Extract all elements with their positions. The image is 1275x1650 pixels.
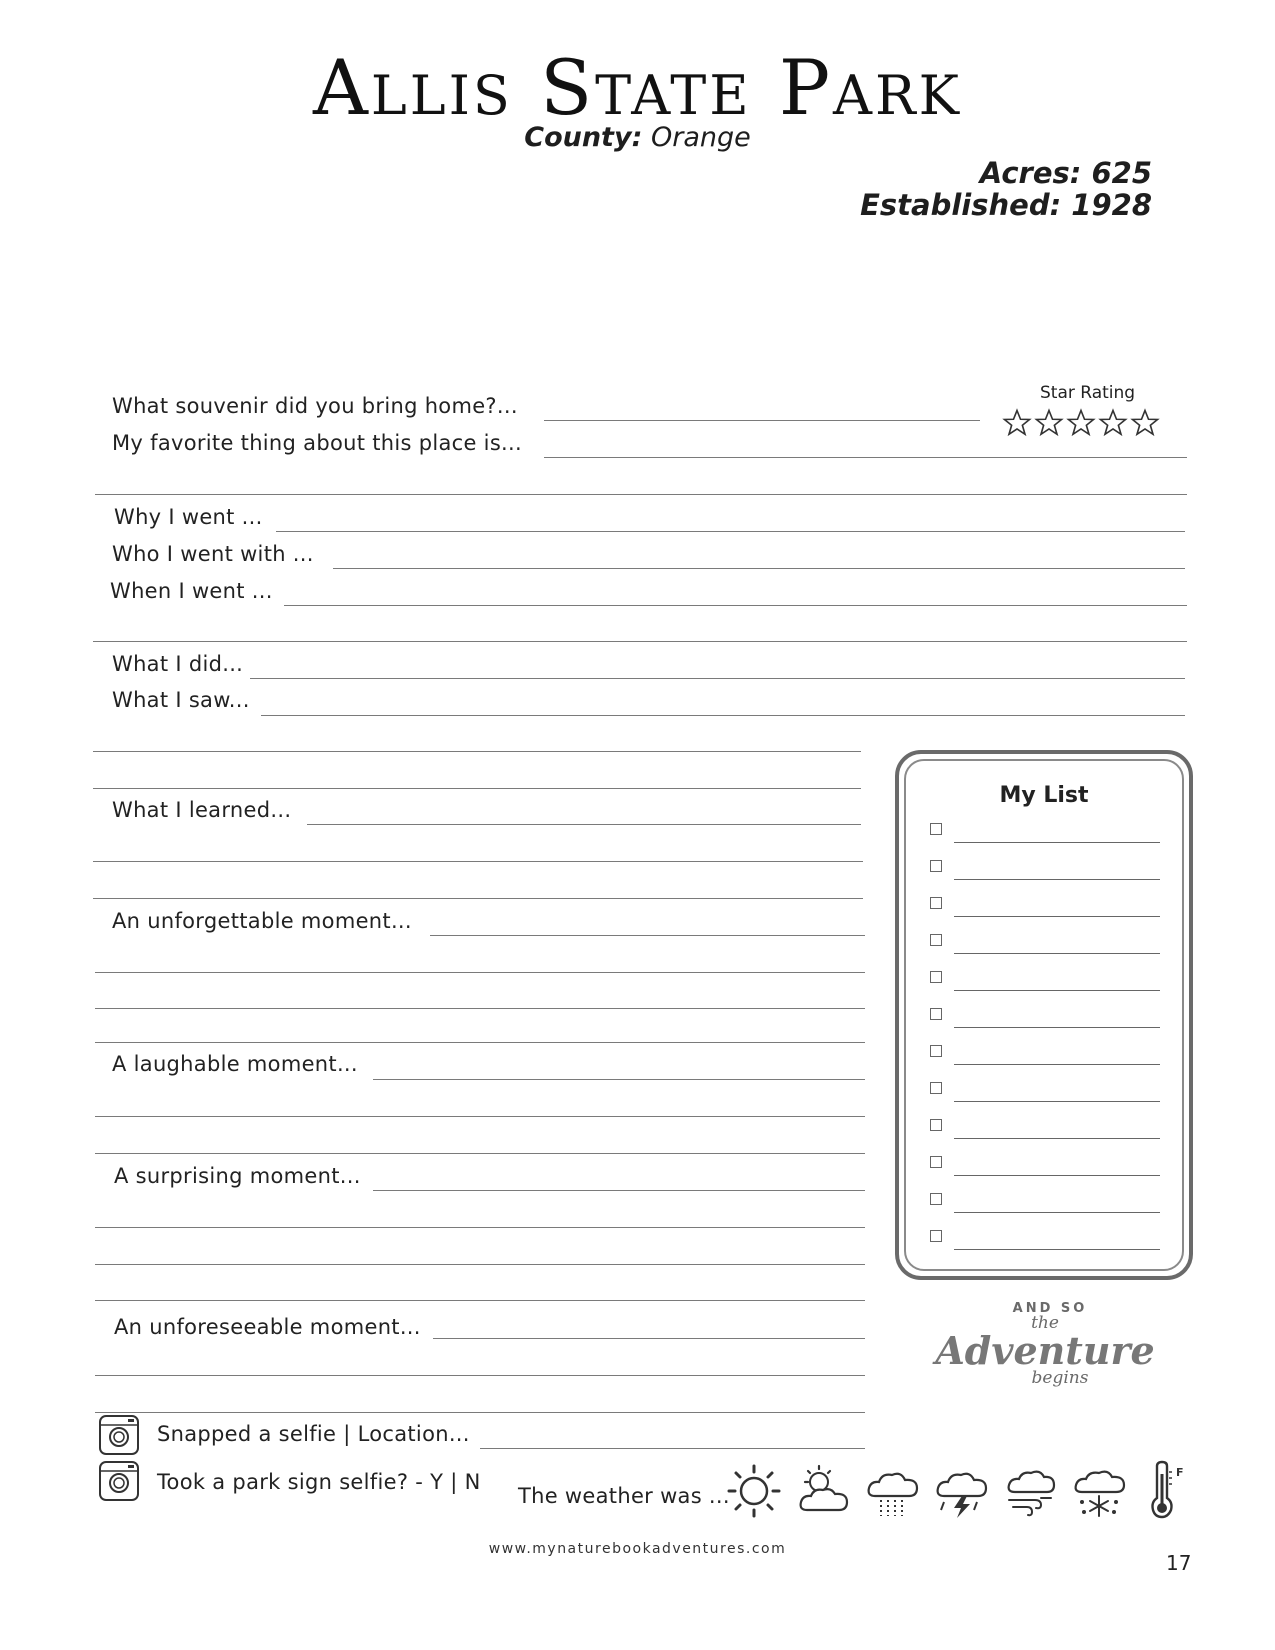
writing-line[interactable] xyxy=(93,641,1187,642)
star-icon[interactable] xyxy=(1130,408,1160,438)
park-sign-label: Took a park sign selfie? - Y | N xyxy=(157,1470,481,1494)
why-line[interactable] xyxy=(276,531,1185,532)
writing-line[interactable] xyxy=(95,1008,865,1009)
checkbox[interactable] xyxy=(930,897,942,909)
when-label: When I went ... xyxy=(110,579,273,603)
rain-icon[interactable] xyxy=(863,1462,921,1520)
checkbox[interactable] xyxy=(930,934,942,946)
badge-line2: the xyxy=(1031,1313,1059,1333)
unforeseeable-label: An unforeseeable moment... xyxy=(114,1315,421,1339)
writing-line[interactable] xyxy=(93,898,863,899)
adventure-badge xyxy=(935,1302,1155,1422)
list-item[interactable] xyxy=(930,967,1160,991)
badge-line1: AND SO xyxy=(1012,1301,1088,1316)
list-item[interactable] xyxy=(930,1226,1160,1250)
writing-line[interactable] xyxy=(95,972,865,973)
checkbox[interactable] xyxy=(930,1156,942,1168)
page-number: 17 xyxy=(1166,1551,1192,1575)
writing-line[interactable] xyxy=(95,1300,865,1301)
my-list-panel xyxy=(895,750,1193,1280)
list-item[interactable] xyxy=(930,1115,1160,1139)
thermometer-icon[interactable] xyxy=(1145,1460,1187,1520)
acres: Acres: 625 xyxy=(979,156,1152,190)
writing-line[interactable] xyxy=(93,861,863,862)
writing-line[interactable] xyxy=(95,1264,865,1265)
writing-line[interactable] xyxy=(95,1412,865,1413)
weather-label: The weather was ... xyxy=(518,1484,730,1508)
star-rating-label: Star Rating xyxy=(1040,383,1136,403)
sun-icon[interactable] xyxy=(725,1462,783,1520)
laughable-line[interactable] xyxy=(373,1079,865,1080)
thermometer-unit: F xyxy=(1176,1466,1184,1479)
snow-icon[interactable] xyxy=(1070,1462,1128,1520)
laughable-label: A laughable moment... xyxy=(112,1052,358,1076)
checkbox[interactable] xyxy=(930,1119,942,1131)
who-label: Who I went with ... xyxy=(112,542,314,566)
saw-label: What I saw... xyxy=(112,688,250,712)
thunderstorm-icon[interactable] xyxy=(932,1462,990,1520)
saw-line[interactable] xyxy=(261,715,1185,716)
windy-icon[interactable] xyxy=(1001,1462,1059,1520)
list-item[interactable] xyxy=(930,1189,1160,1213)
writing-line[interactable] xyxy=(95,1375,865,1376)
checkbox[interactable] xyxy=(930,1230,942,1242)
badge-line3: Adventure xyxy=(935,1328,1155,1373)
star-rating[interactable] xyxy=(1002,408,1160,438)
why-label: Why I went ... xyxy=(114,505,263,529)
list-item[interactable] xyxy=(930,1041,1160,1065)
souvenir-line[interactable] xyxy=(544,420,980,421)
checkbox[interactable] xyxy=(930,1008,942,1020)
favorite-line[interactable] xyxy=(544,457,1187,458)
list-item[interactable] xyxy=(930,1152,1160,1176)
camera-icon xyxy=(98,1414,140,1456)
list-item[interactable] xyxy=(930,930,1160,954)
list-item[interactable] xyxy=(930,893,1160,917)
county xyxy=(0,124,1275,151)
selfie-location-line[interactable] xyxy=(480,1448,865,1449)
unforeseeable-line[interactable] xyxy=(433,1338,865,1339)
writing-line[interactable] xyxy=(93,751,861,752)
selfie-label: Snapped a selfie | Location... xyxy=(157,1422,470,1446)
list-item[interactable] xyxy=(930,819,1160,843)
writing-line[interactable] xyxy=(95,1042,865,1043)
writing-line[interactable] xyxy=(95,1116,865,1117)
list-item[interactable] xyxy=(930,1078,1160,1102)
star-icon[interactable] xyxy=(1098,408,1128,438)
camera-icon xyxy=(98,1460,140,1502)
writing-line[interactable] xyxy=(95,494,1187,495)
park-title: ALLIS STATE PARK xyxy=(312,43,963,132)
did-line[interactable] xyxy=(250,678,1185,679)
writing-line[interactable] xyxy=(95,1227,865,1228)
checkbox[interactable] xyxy=(930,1193,942,1205)
learned-label: What I learned... xyxy=(112,798,292,822)
souvenir-label: What souvenir did you bring home?... xyxy=(112,394,518,418)
star-icon[interactable] xyxy=(1002,408,1032,438)
county-value: Orange xyxy=(650,122,751,153)
surprising-label: A surprising moment... xyxy=(114,1164,361,1188)
did-label: What I did... xyxy=(112,652,244,676)
footer-url: www.mynaturebookadventures.com xyxy=(488,1541,787,1557)
checkbox[interactable] xyxy=(930,1045,942,1057)
when-line[interactable] xyxy=(284,605,1187,606)
unforgettable-label: An unforgettable moment... xyxy=(112,909,412,933)
checkbox[interactable] xyxy=(930,860,942,872)
star-icon[interactable] xyxy=(1034,408,1064,438)
badge-line4: begins xyxy=(1031,1368,1089,1388)
writing-line[interactable] xyxy=(93,788,861,789)
checkbox[interactable] xyxy=(930,1082,942,1094)
list-item[interactable] xyxy=(930,856,1160,880)
checkbox[interactable] xyxy=(930,971,942,983)
unforgettable-line[interactable] xyxy=(430,935,865,936)
checkbox[interactable] xyxy=(930,823,942,835)
county-label: County: xyxy=(524,122,643,153)
surprising-line[interactable] xyxy=(373,1190,865,1191)
favorite-label: My favorite thing about this place is... xyxy=(112,431,522,455)
learned-line[interactable] xyxy=(307,824,861,825)
established: Established: 1928 xyxy=(860,188,1152,222)
who-line[interactable] xyxy=(333,568,1185,569)
writing-line[interactable] xyxy=(95,1153,865,1154)
star-icon[interactable] xyxy=(1066,408,1096,438)
my-list-title: My List xyxy=(999,783,1089,808)
partly-cloudy-icon[interactable] xyxy=(795,1462,853,1520)
list-item[interactable] xyxy=(930,1004,1160,1028)
